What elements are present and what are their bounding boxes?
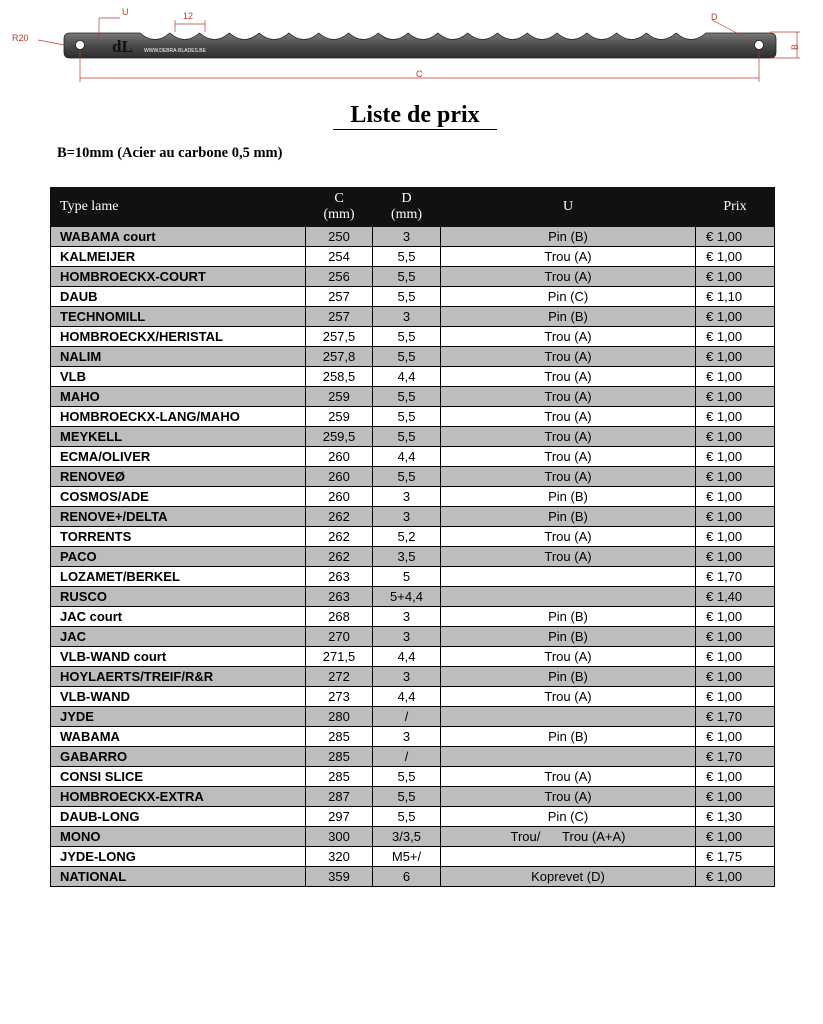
row-prix: € 1,00 bbox=[696, 387, 775, 407]
row-c: 260 bbox=[306, 487, 373, 507]
row-d: 3 bbox=[373, 607, 441, 627]
row-c: 297 bbox=[306, 807, 373, 827]
table-row bbox=[51, 487, 775, 507]
header-c bbox=[306, 188, 373, 227]
table-row bbox=[51, 587, 775, 607]
table-row bbox=[51, 407, 775, 427]
row-d: 5,5 bbox=[373, 787, 441, 807]
table-row bbox=[51, 567, 775, 587]
row-u: Trou (A) bbox=[441, 787, 696, 807]
table-row bbox=[51, 807, 775, 827]
row-name: HOMBROECKX/HERISTAL bbox=[51, 327, 306, 347]
row-d: 3 bbox=[373, 507, 441, 527]
header-prix: Prix bbox=[696, 188, 775, 227]
row-prix: € 1,00 bbox=[696, 647, 775, 667]
table-row bbox=[51, 507, 775, 527]
table-row bbox=[51, 727, 775, 747]
header-d-unit: (mm) bbox=[390, 207, 423, 222]
row-prix: € 1,00 bbox=[696, 827, 775, 847]
table-row bbox=[51, 767, 775, 787]
row-prix: € 1,00 bbox=[696, 727, 775, 747]
row-prix: € 1,00 bbox=[696, 687, 775, 707]
row-prix: € 1,10 bbox=[696, 287, 775, 307]
row-name: HOMBROECKX-COURT bbox=[51, 267, 306, 287]
table-row bbox=[51, 787, 775, 807]
table-row bbox=[51, 327, 775, 347]
table-body bbox=[51, 227, 775, 887]
row-prix: € 1,00 bbox=[696, 867, 775, 887]
row-u: Pin (C) bbox=[441, 807, 696, 827]
row-u: Trou (A) bbox=[441, 407, 696, 427]
row-c: 258,5 bbox=[306, 367, 373, 387]
dim-c-label: C bbox=[416, 69, 423, 79]
row-u: Trou (A) bbox=[441, 327, 696, 347]
table-row bbox=[51, 667, 775, 687]
row-d: 5,5 bbox=[373, 467, 441, 487]
row-name: DAUB bbox=[51, 287, 306, 307]
row-prix: € 1,70 bbox=[696, 707, 775, 727]
row-u: Trou (A) bbox=[441, 467, 696, 487]
row-u: Pin (B) bbox=[441, 507, 696, 527]
row-c: 268 bbox=[306, 607, 373, 627]
row-d: 5+4,4 bbox=[373, 587, 441, 607]
page-title: Liste de prix bbox=[333, 101, 497, 130]
row-u: Pin (B) bbox=[441, 307, 696, 327]
row-prix: € 1,00 bbox=[696, 487, 775, 507]
row-prix: € 1,00 bbox=[696, 447, 775, 467]
row-d: 5,5 bbox=[373, 427, 441, 447]
row-c: 280 bbox=[306, 707, 373, 727]
row-u: Trou (A) bbox=[441, 547, 696, 567]
row-d: 4,4 bbox=[373, 687, 441, 707]
row-c: 260 bbox=[306, 447, 373, 467]
row-d: 5,5 bbox=[373, 247, 441, 267]
row-name: ECMA/OLIVER bbox=[51, 447, 306, 467]
table-row bbox=[51, 707, 775, 727]
row-u bbox=[441, 587, 696, 607]
table-row bbox=[51, 827, 775, 847]
row-c: 359 bbox=[306, 867, 373, 887]
row-prix: € 1,00 bbox=[696, 327, 775, 347]
row-u bbox=[441, 847, 696, 867]
row-c: 320 bbox=[306, 847, 373, 867]
row-c: 300 bbox=[306, 827, 373, 847]
row-d: 3/3,5 bbox=[373, 827, 441, 847]
table-header-row bbox=[51, 188, 775, 227]
table-row bbox=[51, 347, 775, 367]
row-name: VLB-WAND bbox=[51, 687, 306, 707]
row-d: 5,5 bbox=[373, 407, 441, 427]
table-row bbox=[51, 287, 775, 307]
row-u: Trou (A) bbox=[441, 447, 696, 467]
row-c: 257,5 bbox=[306, 327, 373, 347]
table-row bbox=[51, 747, 775, 767]
row-prix: € 1,00 bbox=[696, 247, 775, 267]
row-u: Trou/ Trou (A+A) bbox=[441, 827, 696, 847]
row-name: MEYKELL bbox=[51, 427, 306, 447]
row-c: 270 bbox=[306, 627, 373, 647]
row-d: 5,5 bbox=[373, 287, 441, 307]
row-name: MAHO bbox=[51, 387, 306, 407]
row-name: TORRENTS bbox=[51, 527, 306, 547]
row-u: Pin (B) bbox=[441, 227, 696, 247]
row-u bbox=[441, 747, 696, 767]
right-hole bbox=[755, 41, 764, 50]
row-c: 256 bbox=[306, 267, 373, 287]
row-prix: € 1,00 bbox=[696, 307, 775, 327]
row-prix: € 1,00 bbox=[696, 467, 775, 487]
row-name: WABAMA court bbox=[51, 227, 306, 247]
row-name: CONSI SLICE bbox=[51, 767, 306, 787]
table-row bbox=[51, 307, 775, 327]
row-u: Koprevet (D) bbox=[441, 867, 696, 887]
table-row bbox=[51, 527, 775, 547]
header-u: U bbox=[441, 188, 696, 227]
row-name: JYDE-LONG bbox=[51, 847, 306, 867]
row-d: 5,5 bbox=[373, 387, 441, 407]
row-name: RENOVE+/DELTA bbox=[51, 507, 306, 527]
header-d bbox=[373, 188, 441, 227]
row-prix: € 1,00 bbox=[696, 267, 775, 287]
row-u: Pin (B) bbox=[441, 627, 696, 647]
row-u: Pin (C) bbox=[441, 287, 696, 307]
row-u: Trou (A) bbox=[441, 267, 696, 287]
header-c-unit: (mm) bbox=[323, 207, 355, 222]
dim-u-label: U bbox=[122, 7, 129, 17]
row-prix: € 1,00 bbox=[696, 407, 775, 427]
row-c: 272 bbox=[306, 667, 373, 687]
row-u: Pin (B) bbox=[441, 487, 696, 507]
row-name: VLB bbox=[51, 367, 306, 387]
row-name: WABAMA bbox=[51, 727, 306, 747]
row-u: Trou (A) bbox=[441, 347, 696, 367]
blade-diagram bbox=[0, 0, 823, 95]
row-u: Trou (A) bbox=[441, 427, 696, 447]
table-row bbox=[51, 267, 775, 287]
row-name: JAC court bbox=[51, 607, 306, 627]
table-row bbox=[51, 607, 775, 627]
row-u: Trou (A) bbox=[441, 247, 696, 267]
row-name: DAUB-LONG bbox=[51, 807, 306, 827]
row-d: 3 bbox=[373, 627, 441, 647]
row-d: 6 bbox=[373, 867, 441, 887]
row-name: VLB-WAND court bbox=[51, 647, 306, 667]
row-c: 257,8 bbox=[306, 347, 373, 367]
row-c: 257 bbox=[306, 287, 373, 307]
row-name: NALIM bbox=[51, 347, 306, 367]
row-prix: € 1,00 bbox=[696, 527, 775, 547]
row-d: 5 bbox=[373, 567, 441, 587]
row-prix: € 1,70 bbox=[696, 747, 775, 767]
row-prix: € 1,00 bbox=[696, 767, 775, 787]
table-row bbox=[51, 387, 775, 407]
table-row bbox=[51, 467, 775, 487]
table-row bbox=[51, 447, 775, 467]
row-name: JAC bbox=[51, 627, 306, 647]
row-d: 5,5 bbox=[373, 267, 441, 287]
row-u: Trou (A) bbox=[441, 647, 696, 667]
header-d-label: D bbox=[401, 191, 412, 206]
row-prix: € 1,00 bbox=[696, 787, 775, 807]
dim-b-label: B bbox=[790, 43, 800, 50]
row-c: 257 bbox=[306, 307, 373, 327]
row-d: 4,4 bbox=[373, 647, 441, 667]
row-d: 3,5 bbox=[373, 547, 441, 567]
row-prix: € 1,00 bbox=[696, 367, 775, 387]
row-d: 5,5 bbox=[373, 807, 441, 827]
row-d: 5,5 bbox=[373, 767, 441, 787]
row-name: HOMBROECKX-LANG/MAHO bbox=[51, 407, 306, 427]
row-d: 3 bbox=[373, 307, 441, 327]
row-d: 3 bbox=[373, 667, 441, 687]
row-prix: € 1,00 bbox=[696, 627, 775, 647]
row-d: / bbox=[373, 707, 441, 727]
row-name: RUSCO bbox=[51, 587, 306, 607]
row-c: 262 bbox=[306, 527, 373, 547]
row-u: Pin (B) bbox=[441, 607, 696, 627]
row-name: COSMOS/ADE bbox=[51, 487, 306, 507]
row-u: Trou (A) bbox=[441, 367, 696, 387]
dim-d-label: D bbox=[711, 12, 718, 22]
row-d: 3 bbox=[373, 487, 441, 507]
row-c: 285 bbox=[306, 747, 373, 767]
row-c: 262 bbox=[306, 507, 373, 527]
row-d: M5+/ bbox=[373, 847, 441, 867]
row-name: PACO bbox=[51, 547, 306, 567]
row-prix: € 1,00 bbox=[696, 347, 775, 367]
row-u: Trou (A) bbox=[441, 387, 696, 407]
row-u: Pin (B) bbox=[441, 727, 696, 747]
row-prix: € 1,00 bbox=[696, 427, 775, 447]
table-row bbox=[51, 687, 775, 707]
row-name: TECHNOMILL bbox=[51, 307, 306, 327]
table-row bbox=[51, 867, 775, 887]
row-c: 285 bbox=[306, 727, 373, 747]
row-prix: € 1,00 bbox=[696, 667, 775, 687]
row-name: RENOVEØ bbox=[51, 467, 306, 487]
row-d: 5,2 bbox=[373, 527, 441, 547]
row-d: 3 bbox=[373, 227, 441, 247]
row-name: KALMEIJER bbox=[51, 247, 306, 267]
table-row bbox=[51, 647, 775, 667]
row-name: NATIONAL bbox=[51, 867, 306, 887]
row-c: 273 bbox=[306, 687, 373, 707]
row-c: 259 bbox=[306, 407, 373, 427]
table-row bbox=[51, 227, 775, 247]
row-c: 259 bbox=[306, 387, 373, 407]
left-hole bbox=[76, 41, 85, 50]
row-u: Trou (A) bbox=[441, 767, 696, 787]
header-type: Type lame bbox=[51, 188, 306, 227]
row-prix: € 1,40 bbox=[696, 587, 775, 607]
row-name: HOYLAERTS/TREIF/R&R bbox=[51, 667, 306, 687]
row-d: 4,4 bbox=[373, 447, 441, 467]
page-subtitle: B=10mm (Acier au carbone 0,5 mm) bbox=[57, 145, 283, 161]
row-u bbox=[441, 707, 696, 727]
table-row bbox=[51, 247, 775, 267]
row-name: GABARRO bbox=[51, 747, 306, 767]
header-c-label: C bbox=[334, 191, 344, 206]
table-row bbox=[51, 547, 775, 567]
row-c: 254 bbox=[306, 247, 373, 267]
row-c: 285 bbox=[306, 767, 373, 787]
table-row bbox=[51, 847, 775, 867]
blade-brand: WWW.DEBRA-BLADES.BE bbox=[144, 48, 206, 54]
table-row bbox=[51, 367, 775, 387]
row-d: / bbox=[373, 747, 441, 767]
row-c: 263 bbox=[306, 567, 373, 587]
row-c: 271,5 bbox=[306, 647, 373, 667]
table-row bbox=[51, 427, 775, 447]
row-name: HOMBROECKX-EXTRA bbox=[51, 787, 306, 807]
dim-pitch-label: 12 bbox=[183, 11, 194, 21]
row-c: 259,5 bbox=[306, 427, 373, 447]
blade-logo: dL bbox=[112, 37, 133, 56]
row-prix: € 1,70 bbox=[696, 567, 775, 587]
row-u: Trou (A) bbox=[441, 687, 696, 707]
table-row bbox=[51, 627, 775, 647]
row-d: 4,4 bbox=[373, 367, 441, 387]
row-prix: € 1,00 bbox=[696, 607, 775, 627]
row-name: MONO bbox=[51, 827, 306, 847]
row-u: Pin (B) bbox=[441, 667, 696, 687]
row-name: JYDE bbox=[51, 707, 306, 727]
row-c: 287 bbox=[306, 787, 373, 807]
row-c: 263 bbox=[306, 587, 373, 607]
row-prix: € 1,00 bbox=[696, 507, 775, 527]
row-c: 250 bbox=[306, 227, 373, 247]
blade-body bbox=[64, 33, 776, 58]
row-d: 5,5 bbox=[373, 347, 441, 367]
row-prix: € 1,75 bbox=[696, 847, 775, 867]
dim-r-label: R20 bbox=[12, 33, 29, 43]
row-u bbox=[441, 567, 696, 587]
row-c: 260 bbox=[306, 467, 373, 487]
row-u: Trou (A) bbox=[441, 527, 696, 547]
row-prix: € 1,30 bbox=[696, 807, 775, 827]
row-c: 262 bbox=[306, 547, 373, 567]
row-name: LOZAMET/BERKEL bbox=[51, 567, 306, 587]
row-d: 3 bbox=[373, 727, 441, 747]
row-d: 5,5 bbox=[373, 327, 441, 347]
row-prix: € 1,00 bbox=[696, 227, 775, 247]
price-table bbox=[50, 187, 775, 887]
row-prix: € 1,00 bbox=[696, 547, 775, 567]
